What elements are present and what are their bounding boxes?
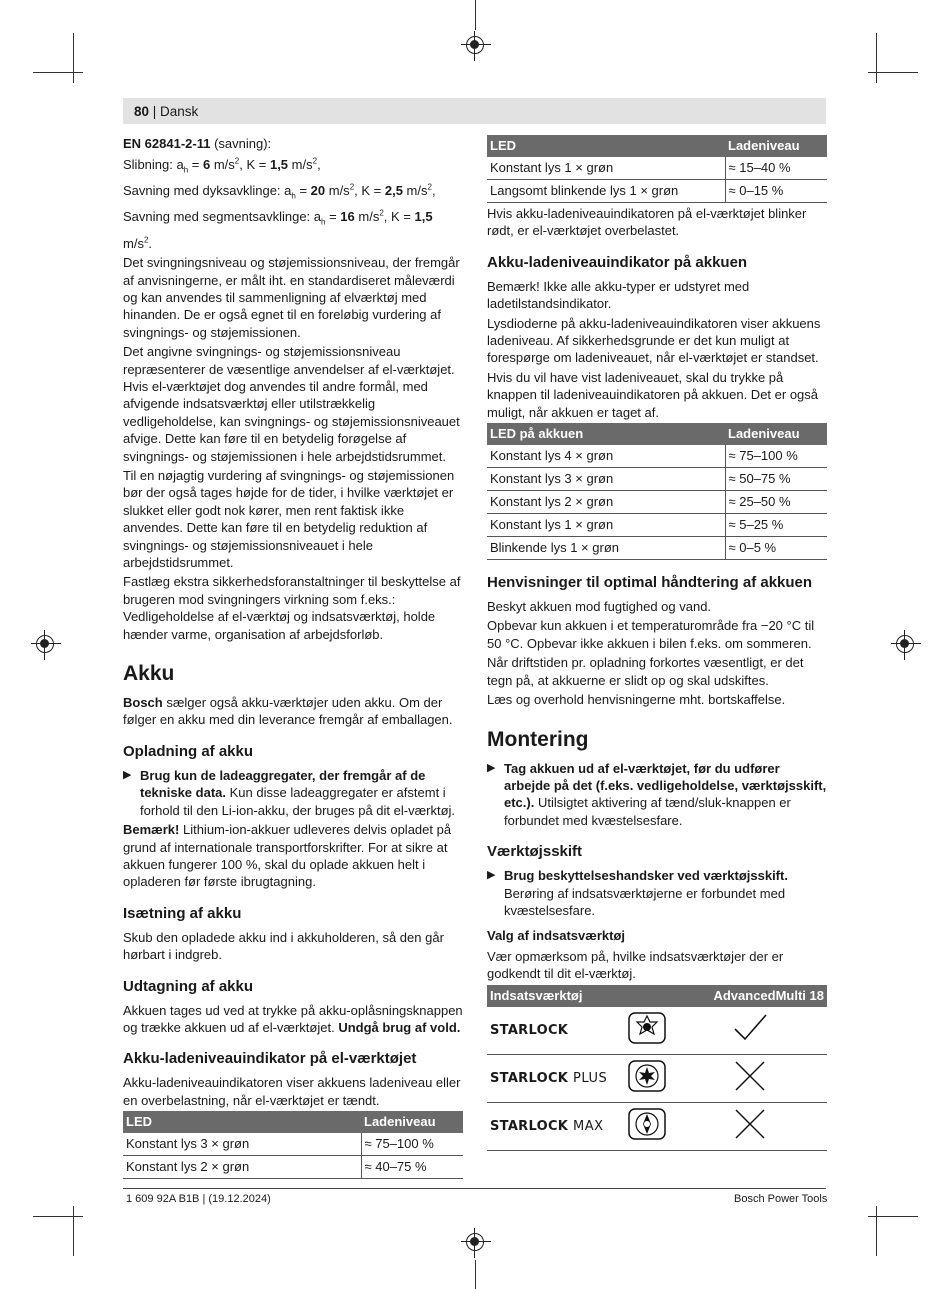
vib-sub: h bbox=[291, 191, 296, 201]
starlock-logo bbox=[490, 1023, 568, 1038]
warning-bullet bbox=[487, 867, 827, 919]
table-cell: Konstant lys 2 × grøn bbox=[123, 1156, 361, 1179]
subsection-title-valg: Valg af indsatsværktøj bbox=[487, 928, 625, 944]
starlock-brand: STARLOCK bbox=[490, 1118, 569, 1134]
bullet-text: Kun disse ladeaggregater er afstemt i forhold til den Li-ion-akku, der bruges på dit el-værktøj. bbox=[140, 785, 456, 818]
led-table-tool bbox=[123, 1111, 463, 1179]
table-row bbox=[487, 1054, 827, 1102]
table-header-row bbox=[487, 135, 827, 157]
crop-mark bbox=[868, 1216, 918, 1217]
table-cell: Blinkende lys 1 × grøn bbox=[487, 537, 725, 560]
vib-ksup: 2 bbox=[143, 235, 149, 245]
vib-sub: h bbox=[183, 165, 189, 175]
table-cell: Langsomt blinkende lys 1 × grøn bbox=[487, 180, 725, 203]
vib-line-segment bbox=[123, 209, 433, 250]
subsection-title-opladning: Opladning af akku bbox=[123, 742, 254, 760]
checkmark-icon bbox=[730, 1011, 770, 1045]
arrow-right-icon: ▶ bbox=[487, 761, 496, 774]
paragraph: Hvis akku-ladeniveauindikatoren på el-værktøjet blinker rødt, er el-værktøjet overbelastet. bbox=[487, 206, 807, 239]
right-column bbox=[487, 135, 827, 1151]
vib-value: 16 bbox=[340, 209, 355, 225]
table-cell: Konstant lys 3 × grøn bbox=[123, 1133, 361, 1156]
table-cell: ≈ 75–100 % bbox=[725, 445, 827, 468]
table-header-cell: LED bbox=[123, 1111, 361, 1133]
vib-end: , bbox=[431, 183, 436, 199]
vib-end: . bbox=[148, 235, 153, 251]
starlock-brand: STARLOCK bbox=[490, 1022, 569, 1038]
section-name: Dansk bbox=[160, 104, 199, 119]
table-cell: Konstant lys 4 × grøn bbox=[487, 445, 725, 468]
registration-mark-icon bbox=[466, 1233, 484, 1251]
table-cell: ≈ 5–25 % bbox=[725, 514, 827, 537]
paragraph-text: Lithium-ion-akkuer udleveres delvis opladet på grund af internationale transportforskrifter. For at sikre at akkuen fungerer 100 %, skal du oplade akkuen helt i opladeren før første ibrugtagning. bbox=[123, 822, 452, 890]
crop-mark bbox=[73, 1206, 74, 1256]
table-cell: ≈ 0–5 % bbox=[725, 537, 827, 560]
table-row bbox=[123, 1133, 463, 1156]
bullet-bold: Brug beskyttelseshandsker ved værktøjsskift. bbox=[504, 868, 788, 884]
warning-bullet bbox=[123, 767, 463, 819]
vib-sup: 2 bbox=[379, 209, 384, 219]
table-header-cell: Ladeniveau bbox=[725, 423, 827, 445]
table-header-cell: LED bbox=[487, 135, 725, 157]
subsection-title-udtagning: Udtagning af akku bbox=[123, 977, 254, 995]
table-cell: ≈ 40–75 % bbox=[361, 1156, 463, 1179]
paragraph bbox=[123, 1002, 463, 1037]
crop-mark bbox=[876, 1206, 877, 1256]
led-table-akku bbox=[487, 423, 827, 560]
vib-eq: = bbox=[295, 183, 311, 199]
vib-label: Savning med segmentsavklinge: a bbox=[123, 209, 322, 225]
table-row bbox=[487, 157, 827, 180]
vib-kunit: m/s bbox=[288, 156, 313, 172]
table-row bbox=[487, 468, 827, 491]
paragraph-text: sælger også akku-værktøjer uden akku. Om der følger en akku med din leverance fremgår af emballagen. bbox=[123, 695, 453, 728]
vib-k: , K = bbox=[239, 156, 270, 172]
warning-bullet bbox=[487, 760, 827, 830]
table-header-cell: Indsatsværktøj bbox=[487, 985, 621, 1007]
paragraph-text: Akkuen tages ud ved at trykke på akku-oplåsningsknappen og trække akkuen ud af el-værktøjet. bbox=[123, 1002, 463, 1035]
tool-compatibility-table bbox=[487, 985, 827, 1151]
table-cell: ≈ 75–100 % bbox=[361, 1133, 463, 1156]
crop-mark bbox=[475, 0, 476, 30]
vib-unit: m/s bbox=[354, 209, 380, 225]
subsection-title-henvisninger: Henvisninger til optimal håndtering af akkuen bbox=[487, 574, 813, 592]
vib-unit: m/s bbox=[325, 183, 350, 199]
table-cell: ≈ 25–50 % bbox=[725, 491, 827, 514]
arrow-right-icon: ▶ bbox=[487, 869, 496, 882]
crop-mark bbox=[876, 33, 877, 83]
table-row bbox=[487, 180, 827, 203]
page-header: 80 | Dansk bbox=[134, 104, 199, 119]
starlock-suffix: MAX bbox=[573, 1118, 604, 1134]
crop-mark bbox=[33, 1216, 83, 1217]
vib-kunit: m/s bbox=[123, 235, 144, 251]
table-row bbox=[487, 537, 827, 560]
footer-brand: Bosch Power Tools bbox=[734, 1193, 828, 1205]
crop-mark bbox=[73, 33, 74, 83]
section-title-akku: Akku bbox=[123, 662, 175, 686]
paragraph-bold: Undgå brug af vold. bbox=[338, 1019, 461, 1035]
table-header-cell: LED på akkuen bbox=[487, 423, 725, 445]
paragraph: Når driftstiden pr. opladning forkortes væsentligt, er det tegn på, at akkuerne er slidt op og skal udskiftes. bbox=[487, 655, 804, 688]
table-row bbox=[487, 1007, 827, 1055]
page-number: 80 bbox=[134, 104, 150, 119]
vib-kunit: m/s bbox=[402, 183, 428, 199]
paragraph: Lysdioderne på akku-ladeniveauindikatoren viser akkuens ladeniveau. Af sikkerhedsgrunde er det kun muligt at forespørge om ladeniveauet, når el-værktøjet er standset. bbox=[487, 315, 821, 366]
registration-mark-icon bbox=[466, 36, 484, 54]
subsection-title-isaetning: Isætning af akku bbox=[123, 904, 242, 922]
table-row bbox=[487, 1102, 827, 1150]
note-label: Bemærk! bbox=[123, 822, 180, 838]
paragraph: Læs og overhold henvisningerne mht. bortskaffelse. bbox=[487, 692, 786, 708]
paragraph: Hvis du vil have vist ladeniveauet, skal du trykke på knappen til ladeniveauindikatoren på akkuen. Det er også muligt, når akkuen er taget af. bbox=[487, 369, 819, 420]
vibration-values bbox=[123, 135, 463, 252]
bullet-bold: Brug kun de ladeaggregater, der fremgår af de tekniske data. bbox=[140, 767, 426, 801]
paragraph: Det angivne svingnings- og støjemissionsniveau repræsenterer de væsentlige anvendelser af el-værktøjet. Hvis el-værktøjet dog anvendes til andre formål, med afvigende indsatsværktøj eller utilstrækkelig vedligeholdelse, kan svingnings- og støjemissionsniveauet afvige. Dette kan føre til en betydelig forøgelse af svingnings- og støjemissionen i hele arbejdstidsrummet. bbox=[123, 344, 460, 464]
table-header-row bbox=[123, 1111, 463, 1133]
paragraph: Det svingningsniveau og støjemissionsniveau, der fremgår af anvisningerne, er målt iht. en standardiseret måleværdi og kan anvendes til sammenligning af elværktøj med hinanden. De er også egnet til en foreløbig vurdering af svingnings- og støjemissionen. bbox=[123, 255, 460, 340]
subsection-title-indikator-akku: Akku-ladeniveauindikator på akkuen bbox=[487, 253, 748, 271]
subsection-title-vaerktoejsskift: Værktøjsskift bbox=[487, 843, 583, 861]
paragraph: Til en nøjagtig vurdering af svingnings- og støjemissionen bør der også tages højde for de tider, i hvilke værktøjet er slukket eller godt nok kører, men rent faktisk ikke anvendes. Dette kan føre til en betydelig reduktion af svingnings- og støjemissionsniveauet i hele arbejdstidsrummet. bbox=[123, 468, 455, 571]
vib-k: , K = bbox=[354, 183, 385, 199]
table-cell: ≈ 0–15 % bbox=[725, 180, 827, 203]
paragraph: Beskyt akkuen mod fugtighed og vand. bbox=[487, 599, 712, 615]
vib-kvalue: 2,5 bbox=[384, 183, 403, 199]
paragraph: Vær opmærksom på, hvilke indsatsværktøjer der er godkendt til dit el-værktøj. bbox=[487, 948, 784, 982]
cross-icon bbox=[730, 1107, 770, 1141]
led-table-tool-continued bbox=[487, 135, 827, 203]
subsection-title-indikator-tool: Akku-ladeniveauindikator på el-værktøjet bbox=[123, 1050, 417, 1068]
registration-mark-icon bbox=[36, 635, 54, 653]
starlock-brand: STARLOCK bbox=[490, 1070, 569, 1086]
vib-line-plunge bbox=[123, 182, 436, 201]
vib-line-grinding bbox=[123, 156, 321, 175]
starlock-plus-logo bbox=[490, 1071, 607, 1086]
table-header-cell: Ladeniveau bbox=[361, 1111, 463, 1133]
crop-mark bbox=[475, 1260, 476, 1289]
starlock-suffix: PLUS bbox=[573, 1070, 608, 1086]
vib-eq: = bbox=[325, 209, 341, 225]
vib-value: 6 bbox=[203, 156, 211, 172]
standard-name: EN 62841-2-11 bbox=[123, 136, 211, 151]
table-header-cell: AdvancedMulti 18 bbox=[673, 985, 827, 1007]
table-header-row bbox=[487, 985, 827, 1007]
table-cell: Konstant lys 1 × grøn bbox=[487, 514, 725, 537]
bullet-text: Berøring af indsatsværktøjerne er forbundet med kvæstelsesfare. bbox=[504, 885, 786, 918]
vib-kvalue: 1,5 bbox=[269, 156, 289, 172]
table-row bbox=[487, 491, 827, 514]
paragraph bbox=[123, 694, 463, 729]
paragraph bbox=[123, 821, 463, 891]
vib-sup: 2 bbox=[349, 182, 355, 192]
standard-suffix: (savning): bbox=[210, 136, 272, 151]
starlock-icon bbox=[627, 1011, 667, 1045]
vib-ksup: 2 bbox=[427, 182, 432, 192]
arrow-right-icon: ▶ bbox=[123, 768, 132, 781]
vib-label: Slibning: a bbox=[123, 156, 184, 172]
starlock-max-icon bbox=[627, 1107, 667, 1141]
vib-sub: h bbox=[321, 217, 326, 227]
vib-eq: = bbox=[188, 156, 203, 172]
vib-end: , bbox=[317, 156, 321, 172]
crop-mark bbox=[868, 72, 918, 73]
crop-mark bbox=[33, 72, 83, 73]
paragraph: Bemærk! Ikke alle akku-typer er udstyret med ladetilstandsindikator. bbox=[487, 278, 750, 312]
left-column bbox=[123, 135, 463, 1181]
bullet-bold: Tag akkuen ud af el-værktøjet, før du udfører arbejde på det (f.eks. vedligeholdelse, værktøjsskift, etc.). bbox=[504, 760, 827, 811]
section-title-montering: Montering bbox=[487, 727, 589, 751]
table-row bbox=[123, 1156, 463, 1179]
footer-doc-number: 1 609 92A B1B | (19.12.2024) bbox=[126, 1193, 271, 1205]
vib-k: , K = bbox=[383, 209, 415, 225]
vib-ksup: 2 bbox=[312, 156, 318, 166]
paragraph: Akku-ladeniveauindikatoren viser akkuens ladeniveau eller en overbelastning, når el-værktøjet er tændt. bbox=[123, 1075, 461, 1108]
starlock-plus-icon bbox=[627, 1059, 667, 1093]
vib-label: Savning med dyksavklinge: a bbox=[123, 183, 292, 199]
table-cell: Konstant lys 2 × grøn bbox=[487, 491, 725, 514]
paragraph: Skub den opladede akku ind i akkuholderen, så den går hørbart i indgreb. bbox=[123, 929, 444, 963]
table-cell: ≈ 50–75 % bbox=[725, 468, 827, 491]
paragraph: Fastlæg ekstra sikkerhedsforanstaltninger til beskyttelse af brugeren mod svingningers virkning som f.eks.: Vedligeholdelse af el-værktøj og indsatsværktøj, holde hænder varme, organisation af arbejdsforløb. bbox=[123, 574, 461, 642]
table-cell: Konstant lys 1 × grøn bbox=[487, 157, 725, 180]
table-row bbox=[487, 514, 827, 537]
table-cell: ≈ 15–40 % bbox=[725, 157, 827, 180]
vib-value: 20 bbox=[310, 183, 326, 199]
vib-unit: m/s bbox=[210, 156, 235, 172]
registration-mark-icon bbox=[896, 635, 914, 653]
cross-icon bbox=[730, 1059, 770, 1093]
table-header-row bbox=[487, 423, 827, 445]
footer-divider bbox=[123, 1188, 826, 1189]
header-bar bbox=[123, 98, 826, 124]
table-header-cell: Ladeniveau bbox=[725, 135, 827, 157]
vib-kvalue: 1,5 bbox=[414, 209, 433, 225]
paragraph: Opbevar kun akkuen i et temperaturområde fra −20 °C til 50 °C. Opbevar ikke akkuen i bilen f.eks. om sommeren. bbox=[487, 618, 815, 651]
table-row bbox=[487, 445, 827, 468]
vib-sup: 2 bbox=[234, 156, 240, 166]
bullet-text: Utilsigtet aktivering af tænd/sluk-knappen er forbundet med kvæstelsesfare. bbox=[504, 795, 791, 828]
brand-name: Bosch bbox=[123, 695, 163, 711]
starlock-max-logo bbox=[490, 1119, 604, 1134]
table-cell: Konstant lys 3 × grøn bbox=[487, 468, 725, 491]
